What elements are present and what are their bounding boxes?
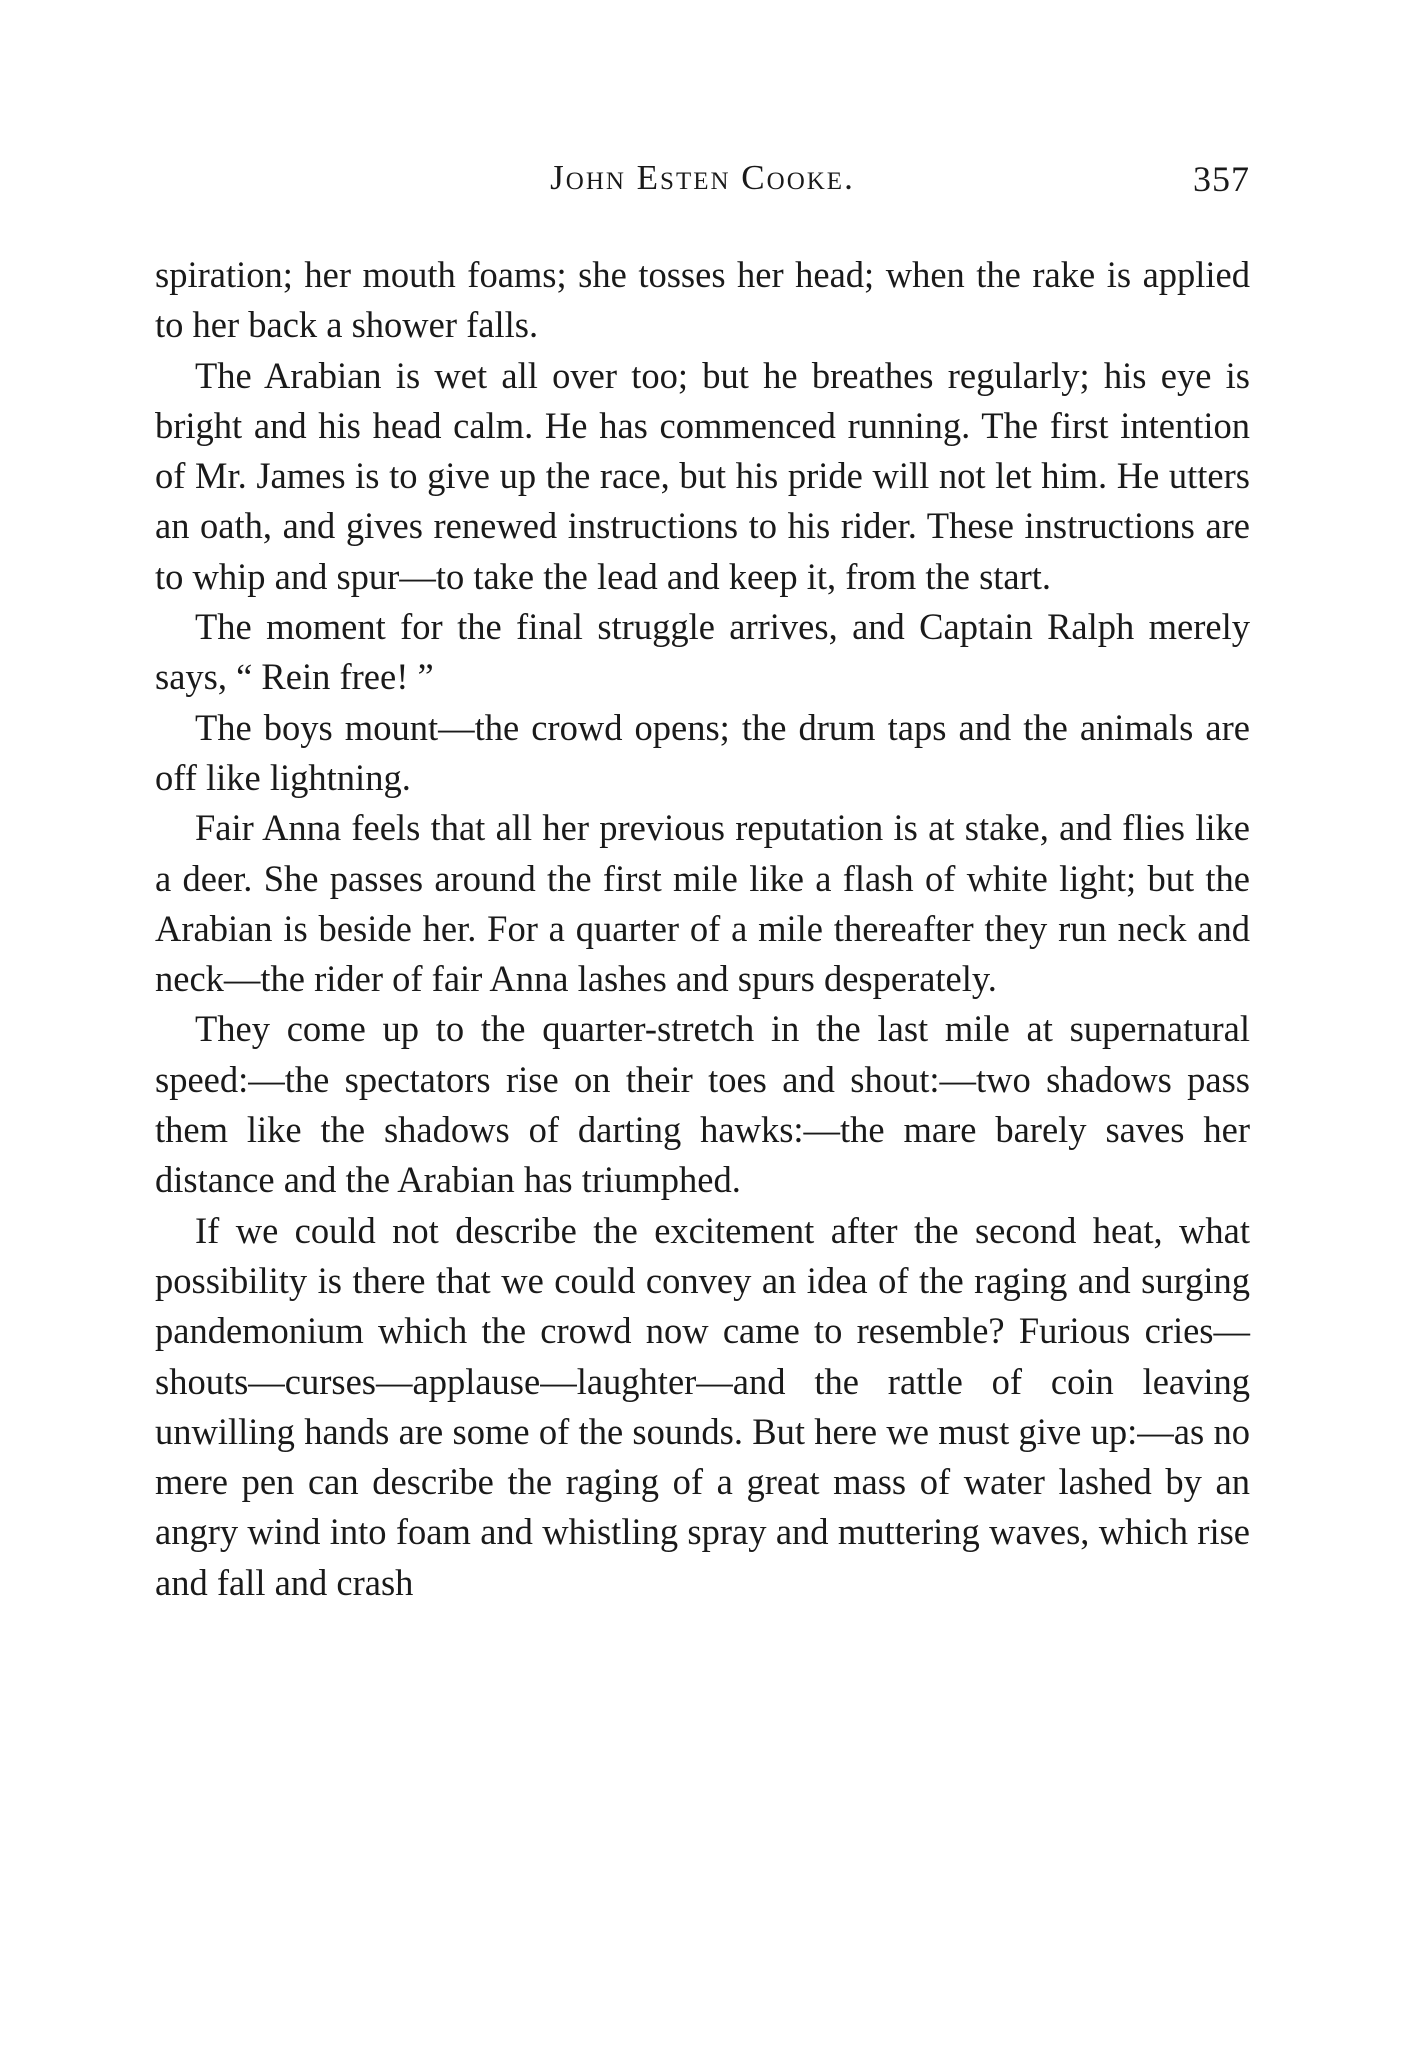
page-header <box>155 158 1250 218</box>
paragraph: They come up to the quarter-stretch in the last mile at supernatural speed:—the spectators rise on their toes and shout:—two shadows pass them like the shadows of darting hawks:—the mare barely saves her distance and the Arabian has triumphed. <box>155 1008 1250 1201</box>
paragraph: Fair Anna feels that all her previous reputation is at stake, and flies like a deer. She passes around the first mile like a flash of white light; but the Arabian is beside her. For a quarter of a mile thereafter they run neck and neck—the rider of fair Anna lashes and spurs desperately. <box>155 807 1250 1000</box>
paragraph: The Arabian is wet all over too; but he breathes regularly; his eye is bright and his head calm. He has commenced running. The first intention of Mr. James is to give up the race, but his pride will not let him. He utters an oath, and gives renewed instructions to his rider. These instructions are to whip and spur—to take the lead and keep it, from the start. <box>155 354 1250 597</box>
paragraph: The moment for the final struggle arrives, and Captain Ralph merely says, “ Rein free! ” <box>155 606 1250 698</box>
body-text <box>155 250 1250 1608</box>
running-head: John Esten Cooke. <box>550 158 855 197</box>
page-number: 357 <box>1193 159 1250 199</box>
paragraph: The boys mount—the crowd opens; the drum taps and the animals are off like lightning. <box>155 706 1250 798</box>
paragraph-continuation: spiration; her mouth foams; she tosses her head; when the rake is applied to her back a shower falls. <box>155 254 1250 346</box>
paragraph: If we could not describe the excitement after the second heat, what possibility is there that we could convey an idea of the raging and surging pandemonium which the crowd now came to resemble? Furious cries—shouts—curses—applause—laughter—and the rattle of coin leaving unwilling hands are some of the sounds. But here we must give up:—as no mere pen can describe the raging of a great mass of water lashed by an angry wind into foam and whistling spray and muttering waves, which rise and fall and crash <box>155 1209 1250 1603</box>
